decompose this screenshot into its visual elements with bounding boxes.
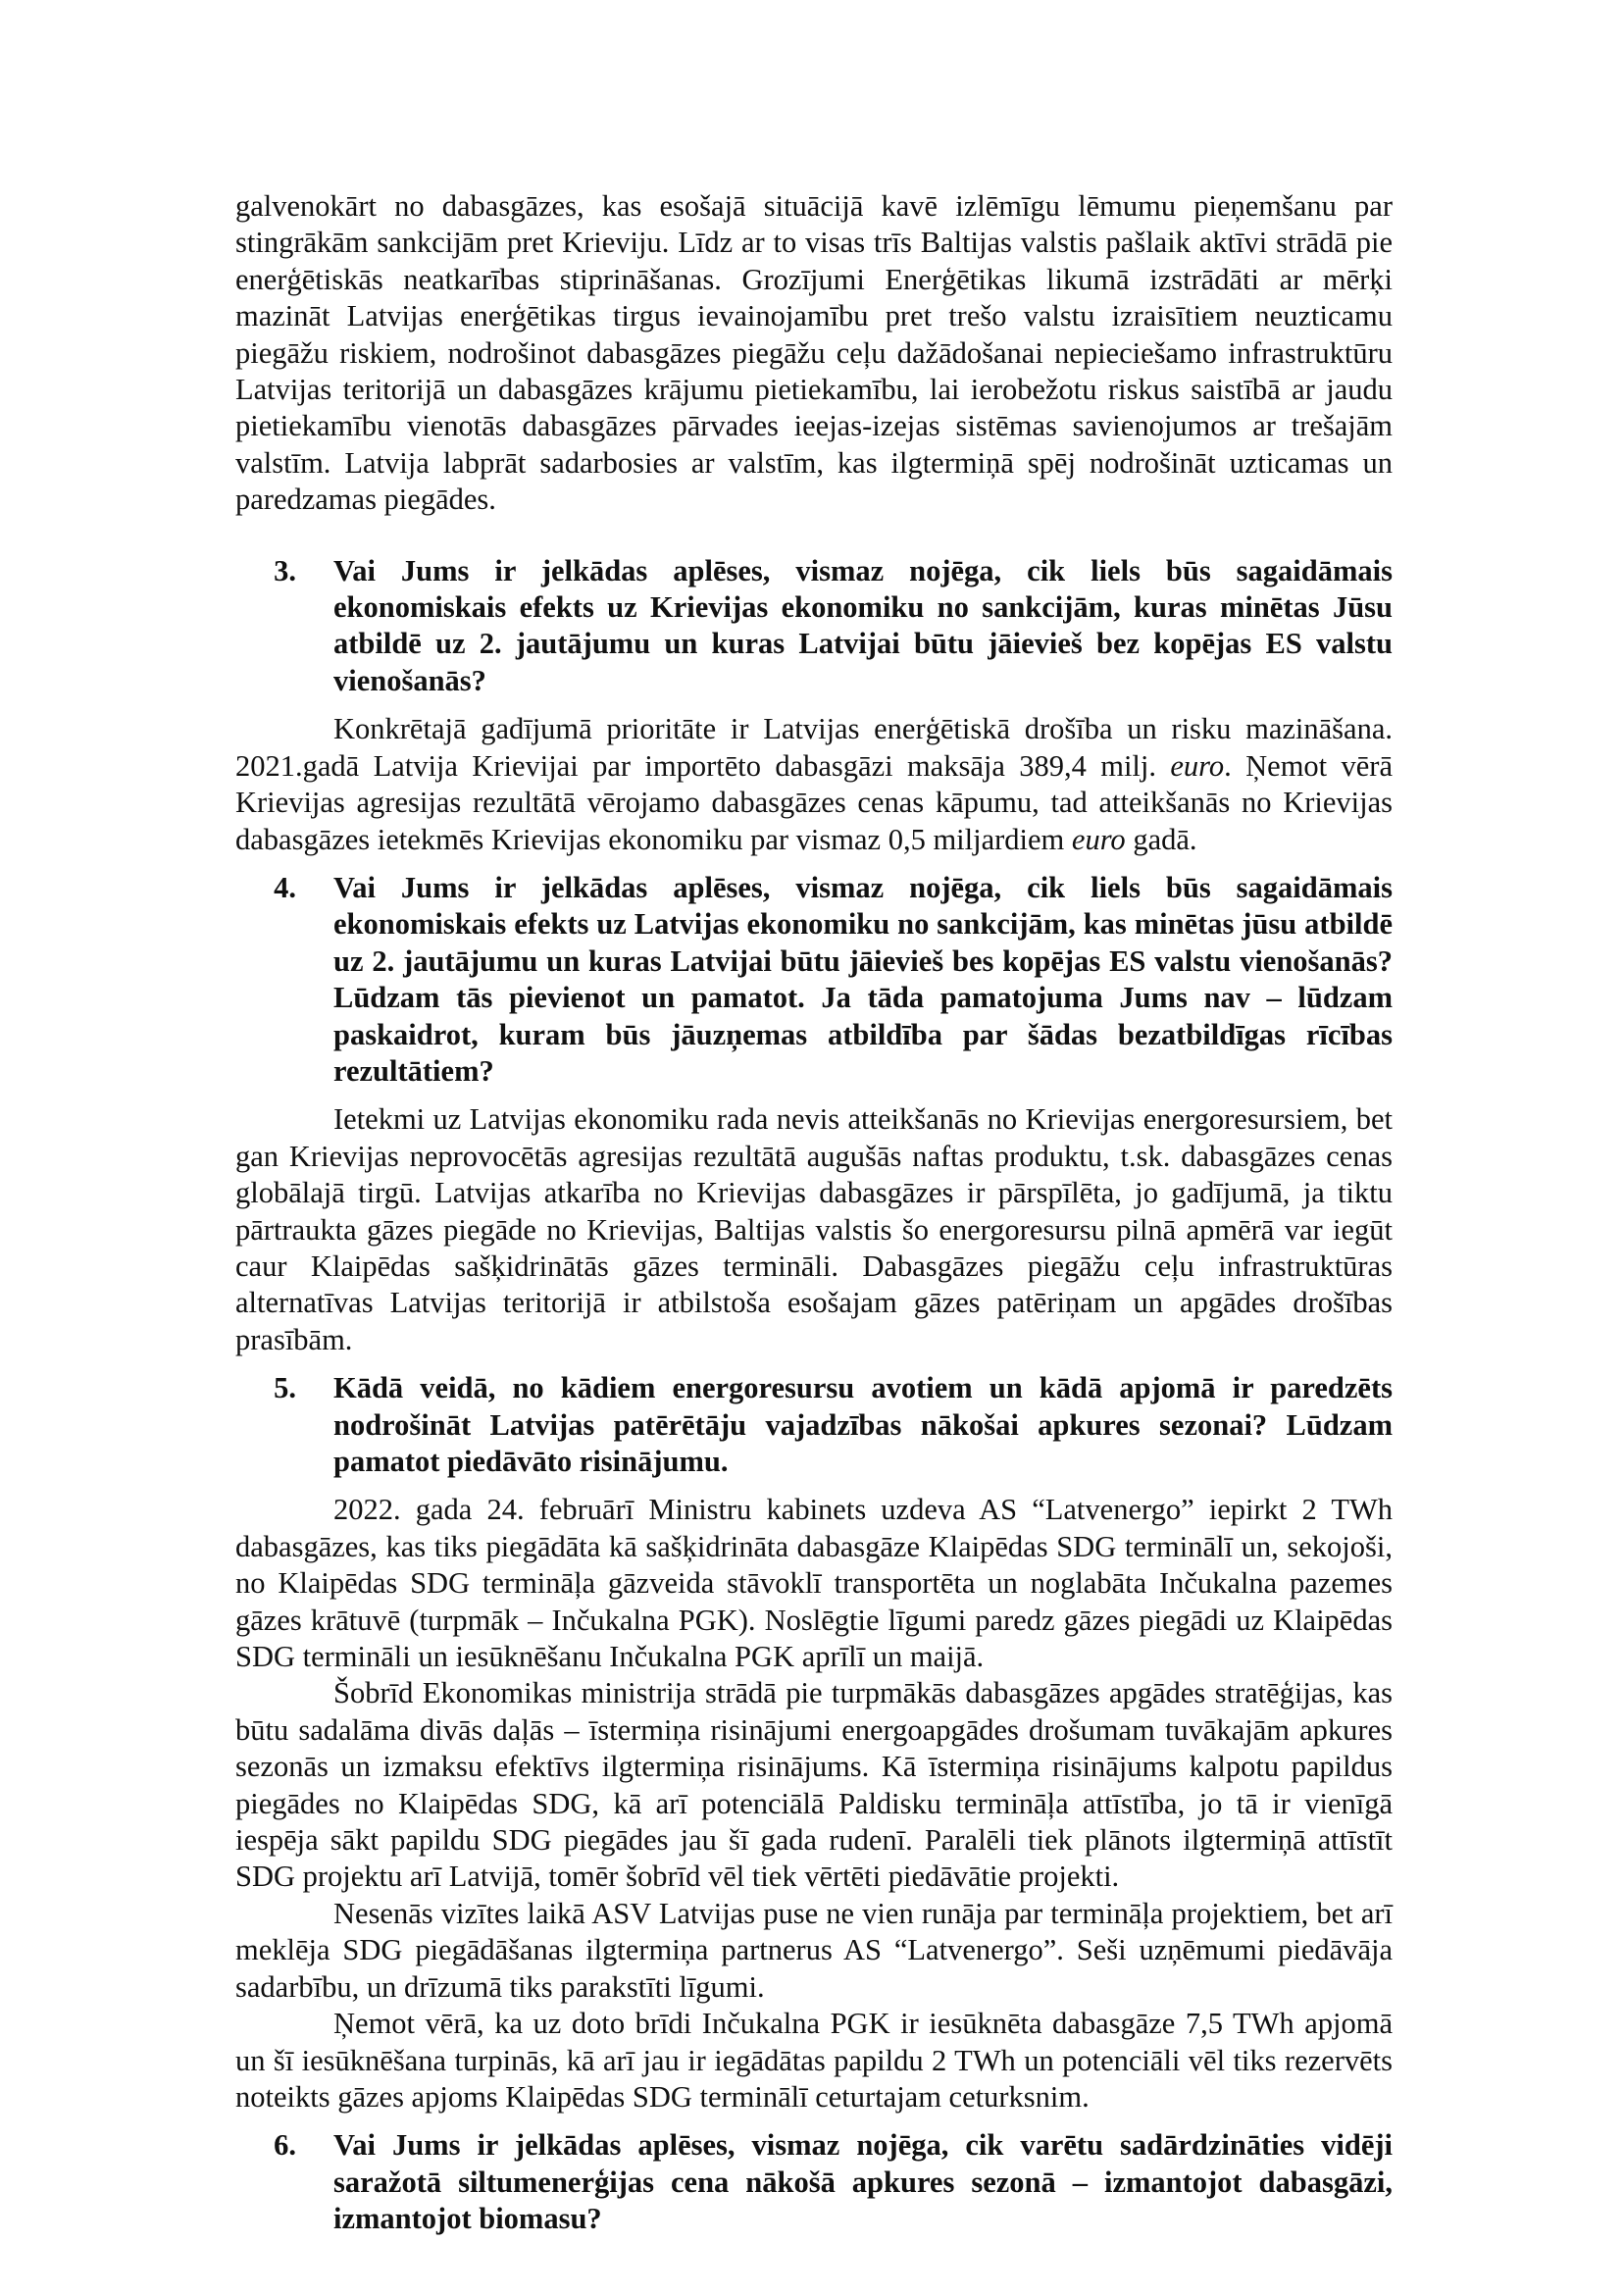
question-text: Kādā veidā, no kādiem energoresursu avotiem un kādā apjomā ir paredzēts nodrošināt Latvijas patērētāju vajadzības nākošai apkures sezonai? Lūdzam pamatot piedāvāto risinājumu. [333, 1371, 1393, 1478]
question-number: 5. [274, 1371, 296, 1405]
intro-paragraph: galvenokārt no dabasgāzes, kas esošajā situācijā kavē izlēmīgu lēmumu pieņemšanu par stingrākām sankcijām pret Krieviju. Līdz ar to visas trīs Baltijas valstis pašlaik aktīvi strādā pie enerģētiskās neatkarības stiprināšanas. Grozījumi Enerģētikas likumā izstrādāti ar mērķi mazināt Latvijas enerģētikas tirgus ievainojamību pret trešo valstu izraisītiem neuzticamu piegāžu riskiem, nodrošinot dabasgāzes piegāžu ceļu dažādošanai nepieciešamo infrastruktūru Latvijas teritorijā un dabasgāzes krājumu pietiekamību, lai ierobežotu riskus saistībā ar jaudu pietiekamību vienotās dabasgāzes pārvades ieejas-izejas sistēmas savienojumos ar trešajām valstīm. Latvija labprāt sadarbosies ar valstīm, kas ilgtermiņā spēj nodrošināt uzticamas un paredzamas piegādes. [235, 189, 1393, 517]
document-page [235, 188, 1393, 2238]
answer-3-part2: . Ņemot vērā Krievijas agresijas rezultātā vērojamo dabasgāzes cenas kāpumu, tad atteikšanās no Krievijas dabasgāzes ietekmēs Krievijas ekonomiku par vismaz 0,5 miljardiem [235, 748, 1393, 856]
question-number: 6. [274, 2128, 296, 2163]
answer-5-paragraph: Ņemot vērā, ka uz doto brīdi Inčukalna PGK ir iesūknēta dabasgāze 7,5 TWh apjomā un šī iesūknēšana turpinās, kā arī jau ir iegādātas papildu 2 TWh un potenciāli vēl tiks rezervēts noteikts gāzes apjoms Klaipēdas SDG terminālī ceturtajam ceturksnim. [235, 2007, 1393, 2114]
question-3 [235, 553, 1393, 700]
question-number: 3. [274, 553, 296, 587]
answer-3-part3: gadā. [1125, 822, 1197, 856]
answer-3-part1: Konkrētajā gadījumā prioritāte ir Latvijas enerģētiskā drošība un risku mazināšana. 2021.gadā Latvija Krievijai par importēto dabasgāzi maksāja 389,4 milj. [235, 712, 1393, 783]
answer-3-euro-2: euro [1071, 822, 1126, 856]
answer-3 [235, 711, 1393, 858]
question-text: Vai Jums ir jelkādas aplēses, vismaz nojēga, cik liels būs sagaidāmais ekonomiskais efekts uz Krievijas ekonomiku no sankcijām, kuras minētas Jūsu atbildē uz 2. jautājumu un kuras Latvijai būtu jāievieš bez kopējas ES valstu vienošanās? [333, 553, 1393, 697]
question-text: Vai Jums ir jelkādas aplēses, vismaz nojēga, cik liels būs sagaidāmais ekonomiskais efekts uz Latvijas ekonomiku no sankcijām, kas minētas jūsu atbildē uz 2. jautājumu un kuras Latvijai būtu jāievieš bes kopējas ES valstu vienošanās? Lūdzam tās pievienot un pamatot. Ja tāda pamatojuma Jums nav – lūdzam paskaidrot, kuram būs jāuzņemas atbildība par šādas bezatbildīgas rīcības rezultātiem? [333, 870, 1393, 1088]
question-6 [235, 2127, 1393, 2237]
answer-5-paragraph: 2022. gada 24. februārī Ministru kabinets uzdeva AS “Latvenergo” iepirkt 2 TWh dabasgāzes, kas tiks piegādāta kā sašķidrināta dabasgāze Klaipēdas SDG terminālī un, sekojoši, no Klaipēdas SDG termināļa gāzveida stāvoklī transportēta un noglabāta Inčukalna pazemes gāzes krātuvē (turpmāk – Inčukalna PGK). Noslēgtie līgumi paredz gāzes piegādi uz Klaipēdas SDG termināli un iesūknēšanu Inčukalna PGK aprīlī un maijā. [235, 1493, 1393, 1674]
answer-4: Ietekmi uz Latvijas ekonomiku rada nevis atteikšanās no Krievijas energoresursiem, bet gan Krievijas neprovocētās agresijas rezultātā augušās naftas produktu, t.sk. dabasgāzes cenas globālajā tirgū. Latvijas atkarība no Krievijas dabasgāzes ir pārspīlēta, jo gadījumā, ja tiktu pārtraukta gāzes piegāde no Krievijas, Baltijas valstis šo energoresursu pilnā apmērā var iegūt caur Klaipēdas sašķidrinātās gāzes termināli. Dabasgāzes piegāžu ceļu infrastruktūras alternatīvas Latvijas teritorijā ir atbilstoša esošajam gāzes patēriņam un apgādes drošības prasībām. [235, 1102, 1393, 1356]
question-4 [235, 870, 1393, 1090]
answer-3-euro-1: euro [1170, 748, 1225, 783]
answer-5-paragraph: Nesenās vizītes laikā ASV Latvijas puse ne vien runāja par termināļa projektiem, bet arī meklēja SDG piegādāšanas ilgtermiņa partnerus AS “Latvenergo”. Seši uzņēmumi piedāvāja sadarbību, un drīzumā tiks parakstīti līgumi. [235, 1896, 1393, 2004]
answer-5-paragraph: Šobrīd Ekonomikas ministrija strādā pie turpmākās dabasgāzes apgādes stratēģijas, kas būtu sadalāma divās daļās – īstermiņa risinājumi energoapgādes drošumam tuvākajām apkures sezonās un izmaksu efektīvs ilgtermiņa risinājums. Kā īstermiņa risinājums kalpotu papildus piegādes no Klaipēdas SDG, kā arī potenciālā Paldisku termināļa attīstība, jo tā ir vienīgā iespēja sākt papildu SDG piegādes jau šī gada rudenī. Paralēli tiek plānots ilgtermiņā attīstīt SDG projektu arī Latvijā, tomēr šobrīd vēl tiek vērtēti piedāvātie projekti. [235, 1676, 1393, 1894]
question-number: 4. [274, 870, 296, 904]
question-text: Vai Jums ir jelkādas aplēses, vismaz nojēga, cik varētu sadārdzināties vidēji saražotā siltumenerģijas cena nākošā apkures sezonā – izmantojot dabasgāzi, izmantojot biomasu? [333, 2128, 1393, 2236]
question-5 [235, 1370, 1393, 1480]
